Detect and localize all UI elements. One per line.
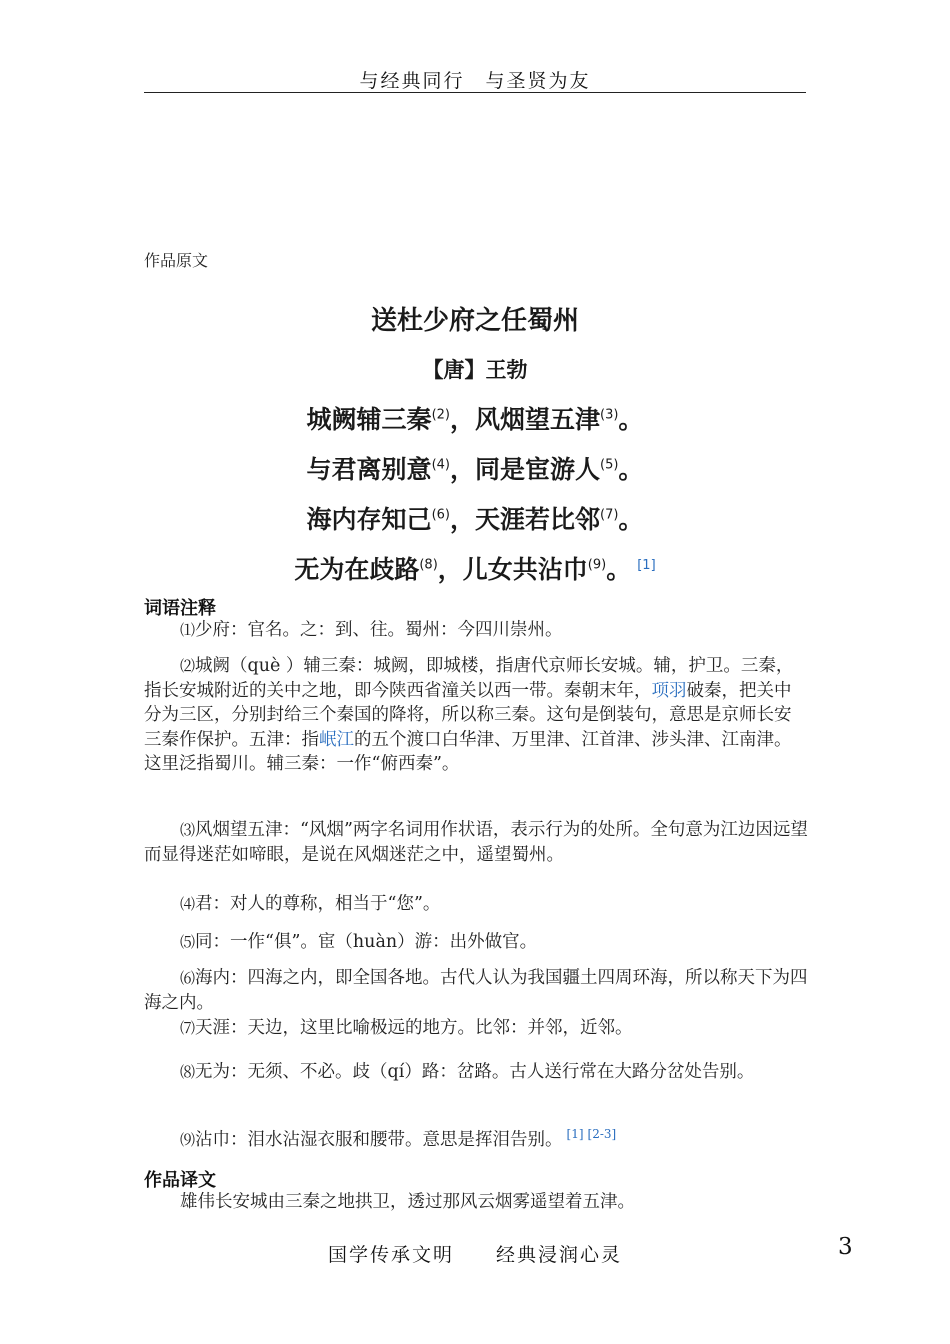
note-6 (144, 966, 808, 1015)
note-4 (144, 892, 844, 917)
verse-part: 与君离别意 (306, 455, 432, 484)
verse-part: ，天涯若比邻 (449, 505, 600, 534)
note-8 (144, 1054, 808, 1091)
translation-heading: 作品译文 (144, 1170, 216, 1191)
note-text: 君：对人的尊称，相当于“您”。 (195, 894, 441, 914)
note-2 (144, 654, 808, 777)
note-number: ⑵ (180, 657, 196, 675)
note-number: ⑸ (180, 933, 196, 951)
poem-verse (0, 450, 950, 486)
note-text: 城阙（què ）辅三秦：城阙，即城楼，指唐代京师长安城。辅，护卫。三秦，指长安城附近的关中之地，即今陕西省潼关以西一带。秦朝末年， (144, 656, 794, 701)
note-text: 的五个渡口白华津、万里津、江首津、涉头津、江南津。这里泛指蜀川。辅三秦：一作“俯西秦”。 (144, 729, 792, 774)
note-number: ⑶ (180, 821, 196, 839)
note-text: 沾巾：泪水沾湿衣服和腰带。意思是挥泪告别。 (195, 1130, 563, 1150)
header-rule (144, 92, 806, 93)
link-xiangyu[interactable]: 项羽 (651, 680, 687, 701)
note-marker[interactable]: (5) (600, 457, 619, 473)
note-text: 破秦，把关中分为三区，分别封给三个秦国的降将，所以称三秦。这句是倒装句，意思是京师长安三秦作保护。五津：指 (144, 680, 792, 750)
note-marker[interactable]: (7) (600, 507, 619, 523)
note-text: 天涯：天边，这里比喻极远的地方。比邻：并邻，近邻。 (195, 1018, 633, 1038)
poem-title: 送杜少府之任蜀州 (370, 306, 579, 336)
note-number: ⑻ (180, 1063, 196, 1081)
notes-heading: 词语注释 (144, 598, 216, 619)
citation-link[interactable]: [1] (637, 557, 656, 573)
note-marker[interactable]: (3) (600, 407, 619, 423)
poem-verse (0, 400, 950, 436)
poem-verse (0, 550, 950, 586)
citation-link[interactable]: [2-3] (587, 1127, 617, 1142)
verse-part: 海内存知己 (306, 505, 432, 534)
page-footer: 国学传承文明 经典浸润心灵 (327, 1244, 622, 1266)
note-marker[interactable]: (8) (419, 557, 438, 573)
note-marker[interactable]: (9) (587, 557, 607, 573)
note-7 (144, 1016, 844, 1041)
verse-end: 。 (618, 455, 644, 484)
poem-author: 【唐】王勃 (422, 358, 528, 382)
note-9 (144, 1128, 844, 1153)
verse-end: 。 (618, 405, 644, 434)
note-number: ⑴ (180, 621, 196, 639)
link-minjiang[interactable]: 岷江 (319, 729, 354, 750)
page-header: 与经典同行 与圣贤为友 (359, 70, 591, 92)
note-text: 海内：四海之内，即全国各地。古代人认为我国疆土四周环海，所以称天下为四海之内。 (144, 968, 808, 1013)
note-marker[interactable]: (4) (431, 457, 450, 473)
poem-verse (0, 500, 950, 536)
note-text: 风烟望五津：“风烟”两字名词用作状语，表示行为的处所。全句意为江边因远望而显得迷茫如啼眼，是说在风烟迷茫之中，遥望蜀州。 (144, 820, 808, 865)
section-label: 作品原文 (144, 251, 209, 270)
verse-part: ，风烟望五津 (449, 405, 600, 434)
note-3 (144, 818, 808, 867)
note-text: 少府：官名。之：到、往。蜀州：今四川崇州。 (195, 620, 563, 640)
note-marker[interactable]: (6) (431, 507, 450, 523)
verse-part: 城阙辅三秦 (306, 405, 432, 434)
note-number: ⑺ (180, 1019, 196, 1037)
note-5 (144, 930, 844, 955)
note-number: ⑷ (180, 895, 196, 913)
note-text: 同：一作“俱”。宦（huàn）游：出外做官。 (195, 932, 538, 952)
citation-link[interactable]: [1] (566, 1127, 584, 1142)
verse-end: 。 (606, 555, 632, 584)
translation-line: 雄伟长安城由三秦之地拱卫，透过那风云烟雾遥望着五津。 (180, 1192, 635, 1212)
page-number: 3 (838, 1234, 853, 1260)
note-marker[interactable]: (2) (431, 407, 450, 423)
note-number: ⑼ (180, 1131, 196, 1149)
note-text: 无为：无须、不必。歧（qí）路：岔路。古人送行常在大路分岔处告别。 (195, 1062, 755, 1082)
verse-part: ，儿女共沾巾 (437, 555, 588, 584)
note-1 (144, 618, 844, 643)
verse-part: ，同是宦游人 (449, 455, 600, 484)
verse-end: 。 (618, 505, 644, 534)
verse-part: 无为在歧路 (294, 555, 420, 584)
note-number: ⑹ (180, 969, 196, 987)
